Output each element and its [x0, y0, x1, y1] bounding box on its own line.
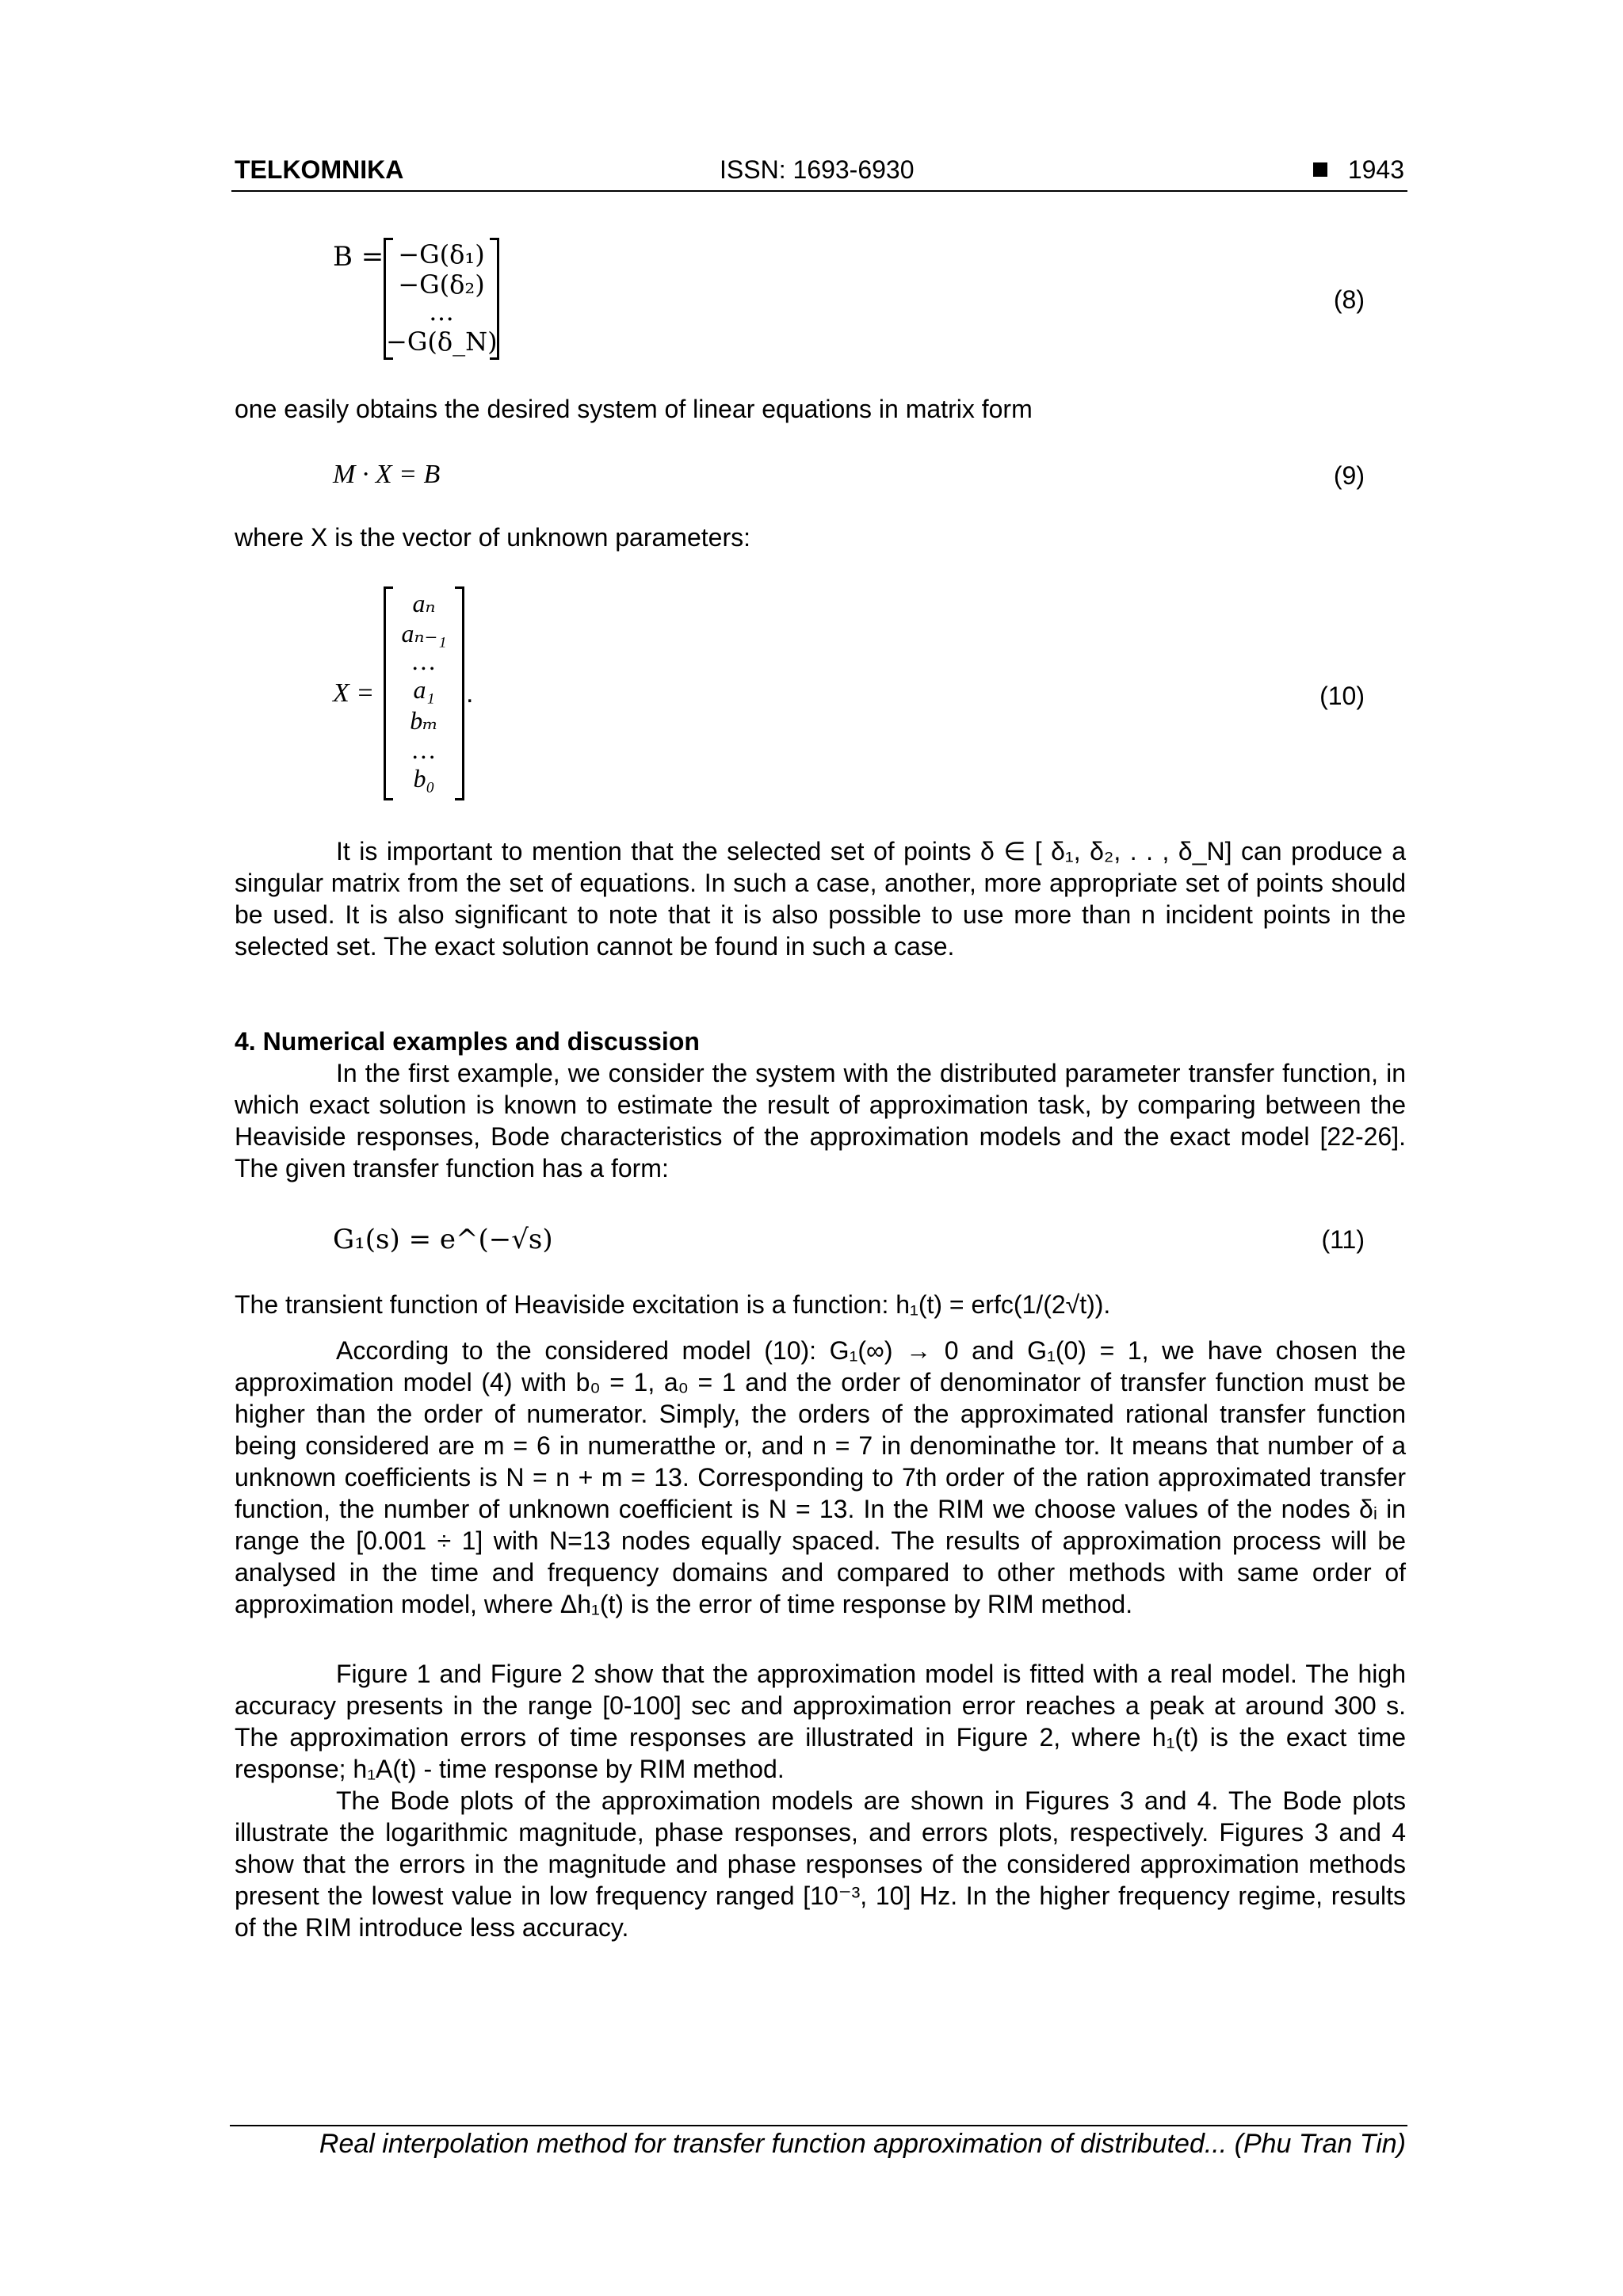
- eq8-row: −G(δ_N): [386, 327, 498, 357]
- page-number-wrap: [1313, 155, 1404, 185]
- eq10-row: bₘ: [410, 706, 438, 735]
- eq11-expr: G₁(s) = e^(−√s): [333, 1224, 553, 1255]
- paragraph-bode-plots: The Bode plots of the approximation models are shown in Figures 3 and 4. The Bode plots illustrate the logarithmic magnitude, phase responses, and errors plots, respectively. Figures 3 and 4 show that the errors in the magnitude and phase responses of the considered approximation methods present the lowest value in low frequency ranged [10⁻³, 10] Hz. In the higher frequency regime, results of the RIM introduce less accuracy.: [235, 1786, 1406, 1942]
- square-bullet-icon: [1313, 162, 1327, 177]
- paragraph-first-example: In the first example, we consider the system with the distributed parameter transfer function, in which exact solution is known to estimate the result of approximation task, by comparing between the Heaviside responses, Bode characteristics of the approximation models and the exact model [22-26]. The given transfer function has a form:: [235, 1059, 1406, 1182]
- text-transient: The transient function of Heaviside excitation is a function: h₁(t) = erfc(1/(2√t)).: [235, 1290, 1111, 1319]
- paragraph-figures-1-2: Figure 1 and Figure 2 show that the approximation model is fitted with a real model. The high accuracy presents in the range [0-100] sec and approximation error reaches a peak at around 300 s. The approximation errors of time responses are illustrated in Figure 2, where h₁(t) is the exact time response; h₁A(t) - time response by RIM method.: [235, 1660, 1406, 1783]
- eq10-number: (10): [1319, 682, 1365, 710]
- eq8-label: B =: [333, 241, 384, 273]
- eq10-row: a₁: [413, 675, 435, 704]
- eq10-row: aₙ₋₁: [401, 619, 447, 648]
- eq9-number: (9): [1333, 461, 1365, 490]
- footer-rule: [230, 2125, 1407, 2126]
- eq10-matrix: [384, 586, 464, 800]
- text-where: where X is the vector of unknown parameters:: [235, 523, 750, 552]
- eq9-expr: M · X = B: [333, 460, 441, 489]
- running-header: [235, 155, 1406, 190]
- eq8-matrix: [384, 238, 499, 360]
- issn: ISSN: 1693-6930: [720, 155, 915, 184]
- eq10-trail: .: [466, 678, 474, 709]
- running-footer: Real interpolation method for transfer function approximation of distributed... (Phu Tran Tin): [319, 2129, 1406, 2159]
- eq10-row: …: [412, 735, 436, 764]
- journal-name: TELKOMNIKA: [235, 155, 404, 184]
- header-rule: [231, 190, 1407, 192]
- section-heading: 4. Numerical examples and discussion: [235, 1027, 700, 1056]
- eq10-row: …: [412, 647, 436, 675]
- paragraph-model-orders: According to the considered model (10): G₁(∞) → 0 and G₁(0) = 1, we have chosen the approximation model (4) with b₀ = 1, a₀ = 1 and the order of denominator of transfer function must be higher than the order of numerator. Simply, the orders of the approximated rational transfer function being considered are m = 6 in numeratthe or, and n = 7 in denominathe tor. It means that number of a unknown coefficients is N = n + m = 13. Corresponding to 7th order of the ration approximated transfer function, the number of unknown coefficient is N = 13. In the RIM we choose values of the nodes δᵢ in range the [0.001 ÷ 1] with N=13 nodes equally spaced. The results of approximation process will be analysed in the time and frequency domains and compared to other methods with same order of approximation model, where Δh₁(t) is the error of time response by RIM method.: [235, 1336, 1406, 1618]
- eq8-number: (8): [1333, 285, 1365, 314]
- eq8-row: −G(δ₂): [398, 269, 485, 300]
- eq10-label: X =: [333, 678, 375, 708]
- eq11-number: (11): [1321, 1225, 1365, 1254]
- eq8-row: −G(δ₁): [398, 239, 485, 269]
- paragraph-singular-matrix: It is important to mention that the selected set of points δ ∈ [ δ₁, δ₂, . . , δ_N] can produce a singular matrix from the set of equations. In such a case, another, more appropriate set of points should be used. It is also significant to note that it is also possible to use more than n incident points in the selected set. The exact solution cannot be found in such a case.: [235, 837, 1406, 961]
- eq8-row: …: [429, 296, 454, 327]
- eq10-row: b₀: [413, 764, 435, 793]
- page-number: 1943: [1347, 155, 1404, 184]
- text-obtains: one easily obtains the desired system of linear equations in matrix form: [235, 395, 1033, 423]
- eq10-row: aₙ: [412, 589, 436, 617]
